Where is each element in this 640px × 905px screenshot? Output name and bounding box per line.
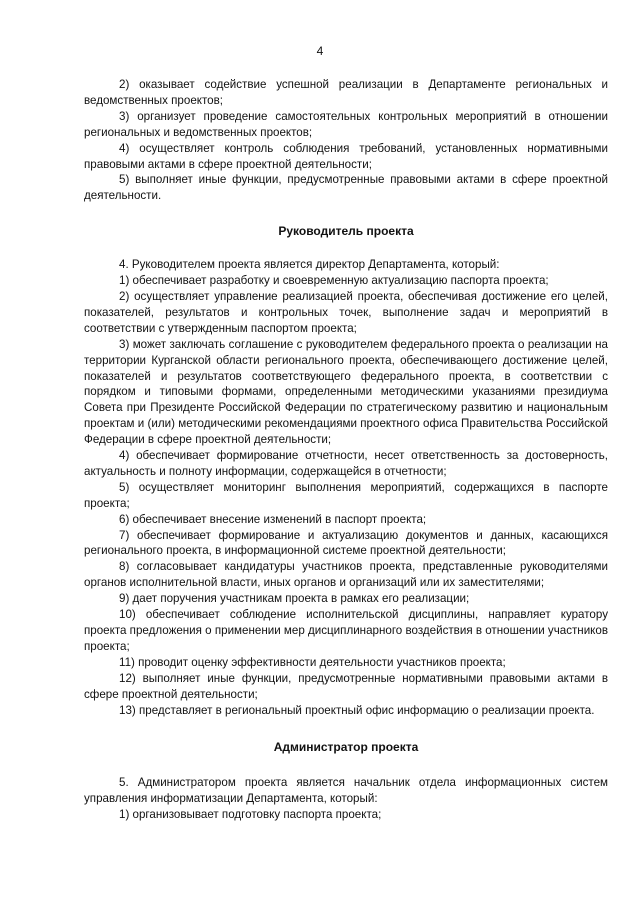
paragraph: 5. Администратором проекта является начальник отдела информационных систем управления информатизации Департамента, который: xyxy=(84,776,608,806)
paragraph: 6) обеспечивает внесение изменений в паспорт проекта; xyxy=(119,512,427,526)
paragraph: 2) осуществляет управление реализацией проекта, обеспечивая достижение его целей, показателей, результатов и контрольных точек, выполнение задач и мероприятий в соответствии с утвержденным паспортом проекта; xyxy=(84,289,608,335)
paragraph: 3) организует проведение самостоятельных контрольных мероприятий в отношении региональных и ведомственных проектов; xyxy=(84,109,608,139)
paragraph: 3) может заключать соглашение с руководителем федерального проекта о реализации на территории Курганской области регионального проекта, обеспечивающего достижение целей, показателей и результатов соответствующего федерального проекта, в соответствии с порядком и типовыми формами, определенными методическими указаниями президиума Совета при Президенте Российской Федерации по стратегическому развитию и национальным проектам и (или) методическими рекомендациями проектного офиса Правительства Российской Федерации в сфере проектной деятельности; xyxy=(84,337,608,447)
paragraph: 4) обеспечивает формирование отчетности, несет ответственность за достоверность, актуальность и полноту информации, содержащейся в отчетности; xyxy=(84,449,608,478)
paragraph: 1) обеспечивает разработку и своевременную актуализацию паспорта проекта; xyxy=(119,274,549,288)
paragraph: 7) обеспечивает формирование и актуализацию документов и данных, касающихся регионального проекта, в информационной системе проектной деятельности; xyxy=(84,528,608,558)
paragraph: 8) согласовывает кандидатуры участников проекта, представленные руководителями органов исполнительной власти, иных органов и организаций или их заместителями; xyxy=(84,560,608,590)
paragraph: 9) дает поручения участникам проекта в рамках его реализации; xyxy=(119,592,470,606)
paragraph: 12) выполняет иные функции, предусмотренные нормативными правовыми актами в сфере проектной деятельности; xyxy=(84,671,608,701)
section-heading: Администратор проекта xyxy=(273,740,419,755)
document-body xyxy=(84,77,608,823)
paragraph: 2) оказывает содействие успешной реализации в Департаменте региональных и ведомственных проектов; xyxy=(84,78,608,107)
section-heading: Руководитель проекта xyxy=(278,224,414,239)
paragraph: 10) обеспечивает соблюдение исполнительской дисциплины, направляет куратору проекта предложения о применении мер дисциплинарного воздействия в отношении участников проекта; xyxy=(84,608,608,653)
paragraph: 4. Руководителем проекта является директор Департамента, который: xyxy=(119,258,500,272)
page-number: 4 xyxy=(316,44,324,58)
paragraph: 5) выполняет иные функции, предусмотренные правовыми актами в сфере проектной деятельности. xyxy=(84,173,608,203)
paragraph: 4) осуществляет контроль соблюдения требований, установленных нормативными правовыми актами в сфере проектной деятельности; xyxy=(84,141,608,171)
paragraph: 5) осуществляет мониторинг выполнения мероприятий, содержащихся в паспорте проекта; xyxy=(84,480,608,510)
paragraph: 13) представляет в региональный проектный офис информацию о реализации проекта. xyxy=(119,703,595,717)
paragraph: 1) организовывает подготовку паспорта проекта; xyxy=(119,808,382,822)
paragraph: 11) проводит оценку эффективности деятельности участников проекта; xyxy=(119,655,506,669)
